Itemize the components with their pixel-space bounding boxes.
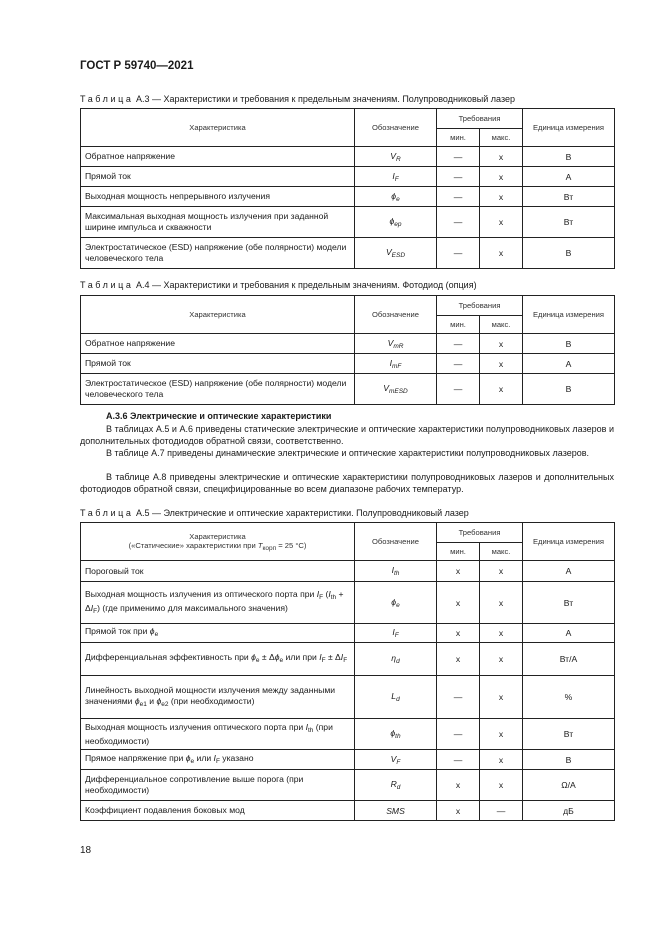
symbol-sub: ESD	[391, 252, 406, 259]
table-a3-caption-prefix: Таблица	[80, 94, 134, 104]
col-header-max: макс.	[480, 316, 523, 334]
symbol-sub: R	[396, 155, 401, 163]
cell-name: Электростатическое (ESD) напряжение (обе полярности) модели человеческого тела	[81, 238, 355, 269]
table-row	[81, 187, 615, 207]
col-header-max: макс.	[480, 543, 523, 561]
cell-unit: Вт/А	[523, 643, 615, 676]
cell-symbol	[355, 719, 437, 750]
symbol-main: η	[391, 653, 397, 663]
col-header-requirements: Требования	[437, 523, 523, 543]
cell-max: х	[480, 676, 523, 719]
col-header-characteristic-title: Характеристика	[189, 531, 246, 541]
cell-name: Обратное напряжение	[81, 147, 355, 167]
cell-name: Прямой ток при $\phi_e$	[81, 624, 355, 643]
cell-min: —	[437, 750, 480, 770]
cell-max: х	[480, 334, 523, 354]
cell-max: х	[480, 187, 523, 207]
table-a4	[80, 295, 615, 405]
section-paragraph-1	[80, 423, 614, 447]
paragraph-text: В таблице А.8 приведены электрические и оптические характеристики полупроводниковых лазеров и дополнительных фотодиодов обратной связи, специфицированные во всем диапазоне рабочих температур.	[80, 472, 614, 494]
name-text: Выходная мощность излучения из оптического порта при	[85, 588, 317, 599]
symbol-main: V	[387, 337, 394, 348]
cell-min: х	[437, 561, 480, 582]
cell-unit: А	[523, 624, 615, 643]
symbol-main: I	[392, 170, 395, 181]
cell-min: х	[437, 582, 480, 624]
col-header-requirements: Требования	[437, 296, 523, 316]
table-row	[81, 147, 615, 167]
cell-min: —	[437, 167, 480, 187]
section-title: А.3.6 Электрические и оптические характеристики	[106, 411, 332, 421]
cell-min: х	[437, 770, 480, 801]
symbol-sub: th	[395, 733, 401, 740]
cell-max: х	[480, 770, 523, 801]
col-header-characteristic: Характеристика	[81, 109, 355, 147]
symbol-main: ϕ	[389, 216, 395, 226]
cell-symbol	[355, 187, 437, 207]
cell-unit: Ω/А	[523, 770, 615, 801]
cell-min: х	[437, 801, 480, 821]
cell-max: х	[480, 354, 523, 374]
symbol-main: V	[390, 753, 397, 764]
symbol-sub: F	[396, 758, 401, 766]
symbol-main: R	[390, 779, 397, 789]
cell-name: Прямой ток	[81, 354, 355, 374]
cell-max: х	[480, 561, 523, 582]
table-row	[81, 374, 615, 405]
cell-name: Выходная мощность излучения из оптического порта при $I_F$ $(I_{th} + \Delta I_F)$ (где применимо для максимального значения)	[81, 582, 355, 624]
col-header-unit: Единица измерения	[523, 523, 615, 561]
cell-max: —	[480, 801, 523, 821]
symbol-main: V	[385, 247, 392, 257]
table-a5-caption-text: А.5 — Электрические и оптические характеристики. Полупроводниковый лазер	[133, 508, 469, 518]
table-row	[81, 770, 615, 801]
table-a5	[80, 522, 615, 821]
note-text: («Статические» характеристики при	[128, 540, 258, 550]
col-header-symbol: Обозначение	[355, 109, 437, 147]
cell-name: Коэффициент подавления боковых мод	[81, 801, 355, 821]
symbol-main: V	[390, 150, 397, 161]
cell-unit: %	[523, 676, 615, 719]
table-row	[81, 207, 615, 238]
symbol-main: I	[389, 357, 392, 368]
table-a4-caption-text: А.4 — Характеристики и требования к предельным значениям. Фотодиод (опция)	[133, 280, 477, 290]
cell-min: —	[437, 207, 480, 238]
symbol-sub: mESD	[388, 388, 408, 395]
cell-min: —	[437, 187, 480, 207]
cell-name: Выходная мощность непрерывного излучения	[81, 187, 355, 207]
symbol-main: L	[391, 691, 397, 701]
cell-unit: А	[523, 167, 615, 187]
symbol-main: V	[383, 383, 389, 393]
cell-symbol	[355, 334, 437, 354]
table-row	[81, 167, 615, 187]
symbol-sub: d	[396, 696, 400, 703]
name-text: (где применимо для максимального значения)	[100, 602, 288, 613]
cell-min: —	[437, 719, 480, 750]
cell-symbol: SMS	[355, 801, 437, 821]
col-header-symbol: Обозначение	[355, 296, 437, 334]
cell-symbol	[355, 624, 437, 643]
col-header-unit: Единица измерения	[523, 296, 615, 334]
table-a5-caption-prefix: Таблица	[80, 508, 134, 518]
cell-name: Линейность выходной мощности излучения между заданными значениями $\phi_{e1}$ и $\phi_{e2}$ (при необходимости)	[81, 676, 355, 719]
table-a3	[80, 108, 615, 269]
name-text: и	[146, 695, 157, 706]
paragraph-text: В таблице А.7 приведены динамические электрические и оптические характеристики полупроводниковых лазеров.	[106, 448, 590, 458]
cell-unit: Вт	[523, 187, 615, 207]
cell-symbol	[355, 354, 437, 374]
cell-name: Дифференциальное сопротивление выше порога (при необходимости)	[81, 770, 355, 801]
table-a3-caption	[80, 94, 515, 104]
cell-unit: В	[523, 238, 615, 269]
symbol-sub: d	[396, 784, 401, 791]
cell-min: х	[437, 643, 480, 676]
cell-symbol	[355, 147, 437, 167]
cell-unit: В	[523, 750, 615, 770]
cell-max: х	[480, 374, 523, 405]
cell-max: х	[480, 167, 523, 187]
name-text: или при	[283, 652, 320, 662]
col-header-characteristic	[81, 523, 355, 561]
symbol-sub: mR	[393, 342, 404, 350]
cell-max: х	[480, 750, 523, 770]
name-text: указано	[219, 752, 254, 763]
table-row	[81, 582, 615, 624]
name-text: или	[194, 752, 214, 763]
cell-min: —	[437, 676, 480, 719]
cell-min: —	[437, 147, 480, 167]
table-row	[81, 624, 615, 643]
cell-name: Прямое напряжение при $\phi_e$ или $I_F$ указано	[81, 750, 355, 770]
name-text: Выходная мощность излучения оптического порта при	[85, 721, 306, 732]
cell-max: х	[480, 582, 523, 624]
cell-name: Электростатическое (ESD) напряжение (обе полярности) модели человеческого тела	[81, 374, 355, 405]
table-a4-caption	[80, 280, 477, 290]
symbol-main: I	[392, 627, 395, 637]
cell-symbol	[355, 374, 437, 405]
cell-max: х	[480, 643, 523, 676]
symbol-main: I	[391, 565, 394, 575]
col-header-characteristic-note	[85, 541, 350, 552]
symbol-sub: mF	[392, 362, 402, 370]
paragraph-text: В таблицах А.5 и А.6 приведены статические электрические и оптические характеристики полупроводниковых лазеров и дополнительных фотодиодов обратной связи, соответственно.	[80, 424, 614, 446]
cell-symbol	[355, 770, 437, 801]
cell-symbol	[355, 561, 437, 582]
cell-symbol	[355, 238, 437, 269]
name-text: (при необходимости)	[168, 695, 255, 706]
cell-symbol	[355, 676, 437, 719]
table-row	[81, 750, 615, 770]
cell-name: Максимальная выходная мощность излучения при заданной ширине импульса и скважности	[81, 207, 355, 238]
cell-unit: В	[523, 334, 615, 354]
cell-name: Обратное напряжение	[81, 334, 355, 354]
document-header: ГОСТ Р 59740—2021	[80, 60, 194, 72]
page-number: 18	[80, 845, 92, 856]
symbol-sub: d	[396, 658, 400, 665]
table-row	[81, 719, 615, 750]
table-row	[81, 334, 615, 354]
cell-max: х	[480, 147, 523, 167]
name-text: Линейность выходной мощности излучения между заданными значениями	[85, 684, 336, 706]
col-header-min: мин.	[437, 543, 480, 561]
note-symbol-sub: корп	[262, 544, 277, 552]
cell-unit: дБ	[523, 801, 615, 821]
symbol-sub: e	[396, 601, 400, 609]
cell-max: х	[480, 624, 523, 643]
note-text: = 25 °C)	[276, 540, 307, 550]
cell-unit: Вт	[523, 582, 615, 624]
col-header-unit: Единица измерения	[523, 109, 615, 147]
table-row	[81, 801, 615, 821]
col-header-characteristic: Характеристика	[81, 296, 355, 334]
col-header-symbol: Обозначение	[355, 523, 437, 561]
section-paragraph-3	[80, 471, 614, 495]
table-row	[81, 643, 615, 676]
cell-max: х	[480, 238, 523, 269]
note-symbol: T	[257, 540, 263, 550]
table-a3-caption-text: А.3 — Характеристики и требования к предельным значениям. Полупроводниковый лазер	[133, 94, 515, 104]
col-header-requirements: Требования	[437, 109, 523, 129]
col-header-min: мин.	[437, 129, 480, 147]
symbol-sub: ep	[394, 221, 402, 228]
symbol-main: ϕ	[391, 596, 397, 607]
symbol-main: ϕ	[391, 190, 397, 201]
cell-symbol	[355, 582, 437, 624]
cell-unit: Вт	[523, 719, 615, 750]
symbol-sub: th	[393, 570, 400, 577]
name-text: (при необходимости)	[85, 721, 333, 746]
cell-unit: В	[523, 147, 615, 167]
col-header-max: макс.	[480, 129, 523, 147]
cell-unit: Вт	[523, 207, 615, 238]
table-a4-caption-prefix: Таблица	[80, 280, 134, 290]
cell-min: х	[437, 624, 480, 643]
cell-name: Дифференциальная эффективность при $\phi_e \pm \Delta\phi_e$ или при $I_F \pm \Delta I_F$	[81, 643, 355, 676]
cell-min: —	[437, 334, 480, 354]
cell-min: —	[437, 374, 480, 405]
cell-name: Выходная мощность излучения оптического порта при $I_{th}$ (при необходимости)	[81, 719, 355, 750]
symbol-sub: F	[394, 175, 399, 183]
cell-unit: А	[523, 561, 615, 582]
table-a5-caption	[80, 508, 469, 518]
cell-symbol	[355, 750, 437, 770]
cell-max: х	[480, 207, 523, 238]
name-text: Дифференциальная эффективность при	[85, 652, 252, 662]
cell-min: —	[437, 238, 480, 269]
table-row	[81, 561, 615, 582]
table-row	[81, 676, 615, 719]
name-text: Прямое напряжение при	[85, 752, 186, 763]
col-header-min: мин.	[437, 316, 480, 334]
cell-unit: А	[523, 354, 615, 374]
cell-min: —	[437, 354, 480, 374]
table-row	[81, 238, 615, 269]
table-row	[81, 354, 615, 374]
symbol-sub: F	[394, 632, 399, 639]
cell-name: Прямой ток	[81, 167, 355, 187]
cell-symbol	[355, 643, 437, 676]
cell-symbol	[355, 167, 437, 187]
name-text: Прямой ток при	[85, 626, 150, 636]
cell-unit: В	[523, 374, 615, 405]
cell-symbol	[355, 207, 437, 238]
section-paragraph-2	[80, 447, 614, 459]
symbol-main: ϕ	[390, 728, 396, 738]
symbol-sub: e	[396, 195, 400, 203]
cell-name: Пороговый ток	[81, 561, 355, 582]
cell-max: х	[480, 719, 523, 750]
